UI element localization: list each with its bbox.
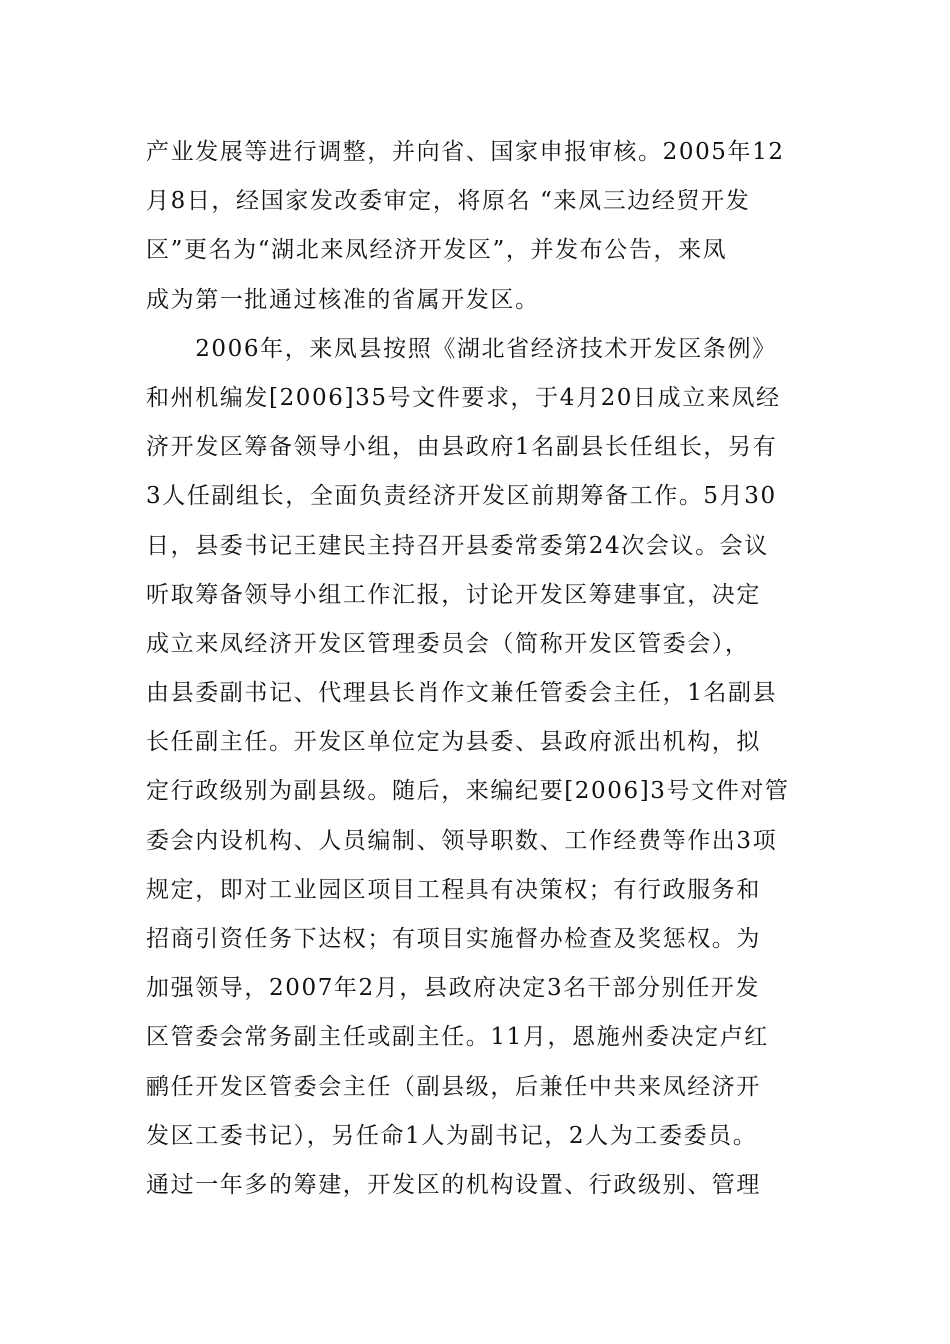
text-line: 由县委副书记、代理县长肖作文兼任管委会主任，1名副县 <box>146 680 778 707</box>
text-line: 鹂任开发区管委会主任（副县级，后兼任中共来凤经济开 <box>146 1073 761 1100</box>
text-line: 成立来凤经济开发区管理委员会（简称开发区管委会）， <box>146 630 750 657</box>
text-line: 区管委会常务副主任或副主任。11月，恩施州委决定卢红 <box>146 1024 769 1051</box>
text-line: 3人任副组长，全面负责经济开发区前期筹备工作。5月30 <box>146 483 777 510</box>
text-line: 产业发展等进行调整，并向省、国家申报审核。2005年12 <box>146 139 785 165</box>
text-line: 发区工委书记），另任命1人为副书记，2人为工委委员。 <box>146 1122 758 1149</box>
text-line: 济开发区筹备领导小组，由县政府1名副县长任组长，另有 <box>146 434 778 461</box>
text-line: 定行政级别为副县级。随后，来编纪要[2006]3号文件对管 <box>146 778 790 805</box>
text-line: 日，县委书记王建民主持召开县委常委第24次会议。会议 <box>146 532 769 559</box>
text-line: 长任副主任。开发区单位定为县委、县政府派出机构，拟 <box>146 729 761 756</box>
text-line: 规定，即对工业园区项目工程具有决策权；有行政服务和 <box>146 876 761 903</box>
text-line: 和州机编发[2006]35号文件要求，于4月20日成立来凤经 <box>146 384 781 411</box>
text-line: 成为第一批通过核准的省属开发区。 <box>146 286 540 313</box>
text-line: 委会内设机构、人员编制、领导职数、工作经费等作出3项 <box>146 827 778 854</box>
text-line: 通过一年多的筹建，开发区的机构设置、行政级别、管理 <box>146 1171 761 1198</box>
text-line: 加强领导，2007年2月，县政府决定3名干部分别任开发 <box>146 975 760 1002</box>
body-text <box>146 128 811 1210</box>
text-line: 招商引资任务下达权；有项目实施督办检查及奖惩权。为 <box>146 926 761 952</box>
text-line: 听取筹备领导小组工作汇报，讨论开发区筹建事宜，决定 <box>146 581 761 608</box>
text-line: 区”更名为“湖北来凤经济开发区”，并发布公告，来凤 <box>146 237 728 264</box>
text-line: 月8日，经国家发改委审定，将原名 “来凤三边经贸开发 <box>146 188 751 215</box>
text-line: 2006年，来凤县按照《湖北省经济技术开发区条例》 <box>146 335 777 362</box>
